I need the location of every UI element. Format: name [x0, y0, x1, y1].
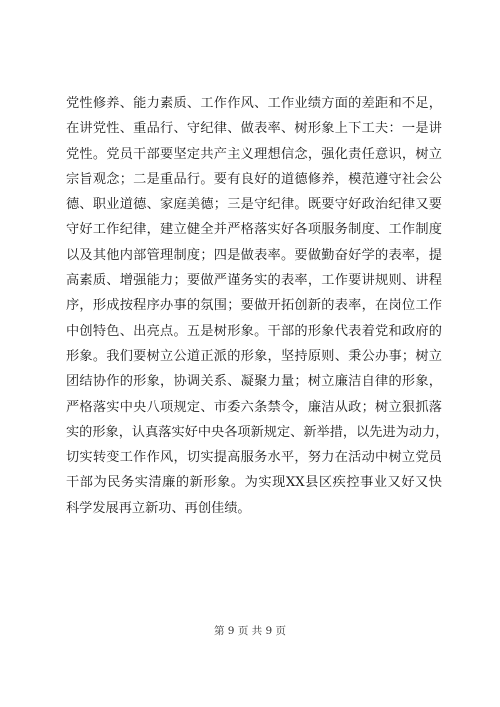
text-line: 序，形成按程序办事的氛围；要做开拓创新的表率，在岗位工作: [66, 298, 442, 314]
document-body: [66, 91, 449, 521]
text-line: 守好工作纪律，建立健全并严格落实好各项服务制度、工作制度: [66, 222, 442, 238]
text-line: 切实转变工作作风，切实提高服务水平，努力在活动中树立党员: [66, 450, 442, 466]
text-line: 干部为民务实清廉的新形象。为实现XX县区疾控事业又好又快: [66, 475, 442, 491]
text-line: 高素质、增强能力；要做严谨务实的表率，工作要讲规则、讲程: [66, 273, 442, 289]
text-line: 形象。我们要树立公道正派的形象，坚持原则、秉公办事；树立: [66, 348, 442, 364]
text-line: 严格落实中央八项规定、市委六条禁令，廉洁从政；树立狠抓落: [66, 399, 442, 415]
text-line: 宗旨观念；二是重品行。要有良好的道德修养，模范遵守社会公: [66, 171, 442, 187]
text-line: 以及其他内部管理制度；四是做表率。要做勤奋好学的表率，提: [66, 247, 442, 263]
text-line: 党性。党员干部要坚定共产主义理想信念，强化责任意识，树立: [66, 146, 442, 162]
text-line: 党性修养、能力素质、工作作风、工作业绩方面的差距和不足，: [66, 96, 442, 111]
text-line: 在讲党性、重品行、守纪律、做表率、树形象上下工夫：一是讲: [66, 121, 442, 137]
text-line: 实的形象，认真落实好中央各项新规定、新举措，以先进为动力，: [66, 424, 449, 440]
text-line: 团结协作的形象，协调关系、凝聚力量；树立廉洁自律的形象，: [66, 374, 442, 390]
text-line: 科学发展再立新功、再创佳绩。: [66, 500, 251, 516]
page-number-footer: 第 9 页 共 9 页: [213, 625, 287, 637]
text-line: 中创特色、出亮点。五是树形象。干部的形象代表着党和政府的: [66, 323, 442, 339]
text-line: 德、职业道德、家庭美德；三是守纪律。既要守好政治纪律又要: [66, 197, 442, 213]
